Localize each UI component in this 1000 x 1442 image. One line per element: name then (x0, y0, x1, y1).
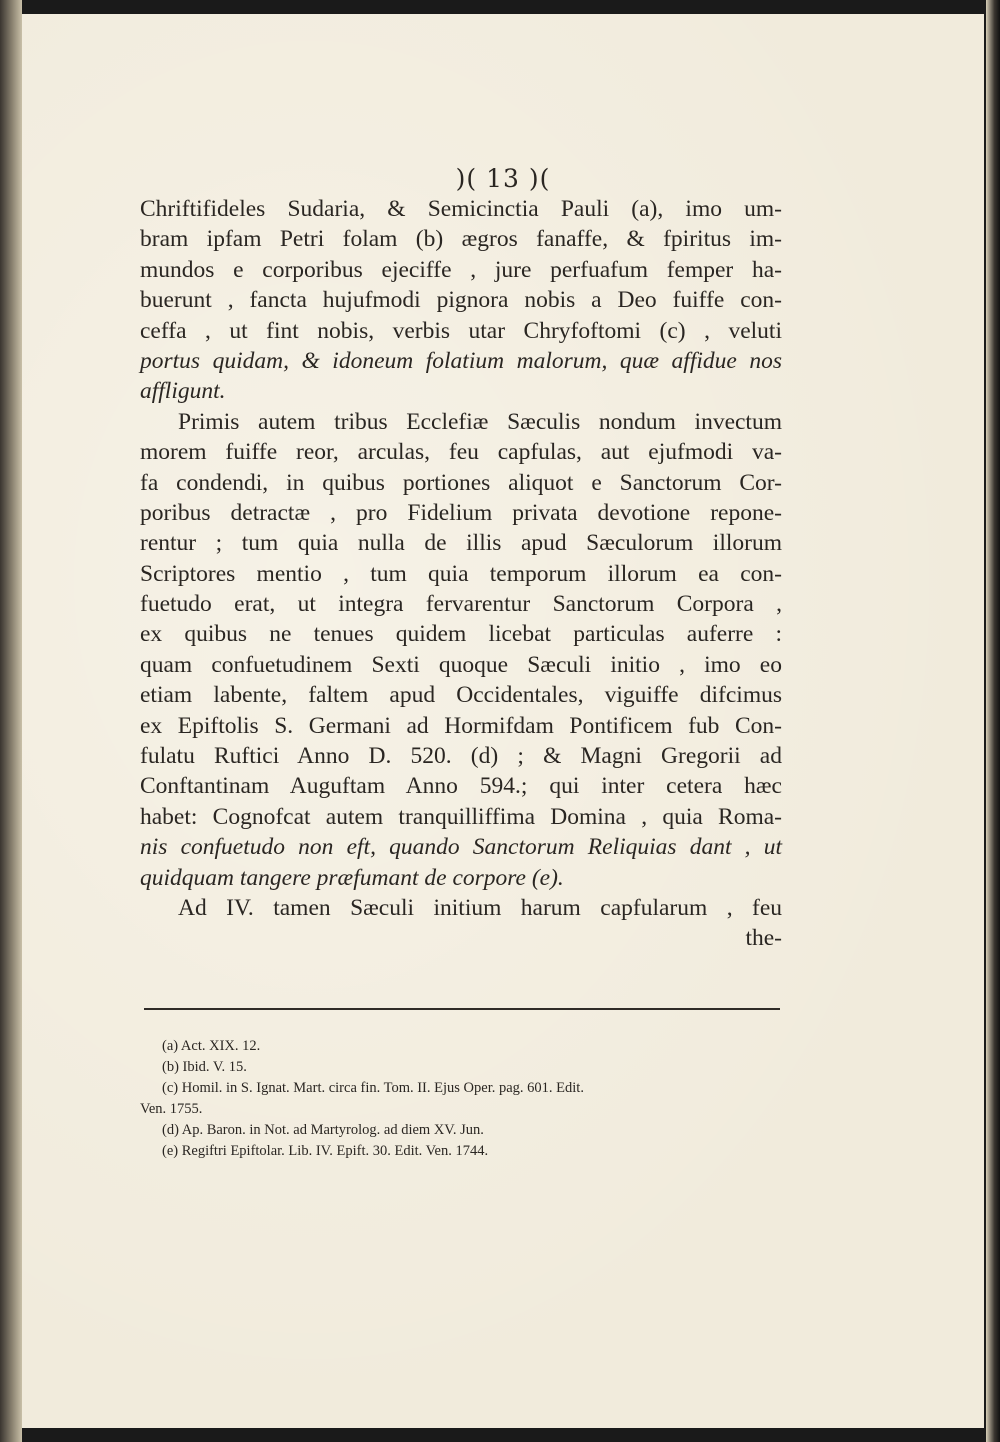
text-line: bram ipfam Petri folam (b) ægros fanaffe, & fpiritus im- (140, 226, 782, 253)
text-line: morem fuiffe reor, arculas, feu capfulas, aut ejufmodi va- (140, 439, 782, 466)
text-line: Conftantinam Auguftam Anno 594.; qui inter cetera hæc (140, 773, 782, 800)
text-line: fulatu Ruftici Anno D. 520. (d) ; & Magni Gregorii ad (140, 743, 782, 770)
text-line: rentur ; tum quia nulla de illis apud Sæculorum illorum (140, 530, 782, 557)
body-text (140, 194, 782, 954)
footnote: (d) Ap. Baron. in Not. ad Martyrolog. ad diem XV. Jun. (162, 1122, 484, 1138)
text-line: portus quidam, & idoneum folatium malorum, quæ affidue nos (140, 347, 782, 374)
text-line: mundos e corporibus ejeciffe , jure perfuafum femper ha- (140, 256, 782, 283)
footnote-divider (144, 1008, 780, 1010)
text-line: ceffa , ut fint nobis, verbis utar Chryfoftomi (c) , veluti (140, 317, 782, 344)
footnote: (a) Act. XIX. 12. (162, 1038, 261, 1054)
text-line: Primis autem tribus Ecclefiæ Sæculis nondum invectum (178, 408, 782, 435)
text-line: ex quibus ne tenues quidem licebat particulas auferre : (140, 621, 782, 648)
page-header: )( 13 )( (455, 164, 551, 193)
text-line: ex Epiftolis S. Germani ad Hormifdam Pontificem fub Con- (140, 712, 782, 739)
text-line: affligunt. (140, 378, 226, 405)
right-page-edge (986, 0, 1000, 1442)
text-line: Chriftifideles Sudaria, & Semicinctia Pauli (a), imo um- (140, 196, 782, 222)
footnote: (e) Regiftri Epiftolar. Lib. IV. Epift. 30. Edit. Ven. 1744. (162, 1143, 489, 1159)
left-page-edge (0, 0, 22, 1442)
text-line: Scriptores mentio , tum quia temporum illorum ea con- (140, 560, 782, 587)
text-line: nis confuetudo non eft, quando Sanctorum Reliquias dant , ut (140, 834, 782, 861)
footnotes (140, 1036, 782, 1162)
text-line: etiam labente, faltem apud Occidentales, viguiffe difcimus (140, 682, 782, 709)
text-line: Ad IV. tamen Sæculi initium harum capfularum , feu (178, 894, 782, 921)
text-line: quidquam tangere præfumant de corpore (e). (140, 864, 564, 891)
footnote: (b) Ibid. V. 15. (162, 1059, 247, 1075)
text-line: habet: Cognofcat autem tranquilliffima Domina , quia Roma- (140, 803, 782, 830)
text-line: fa condendi, in quibus portiones aliquot e Sanctorum Cor- (140, 469, 782, 496)
book-page (22, 14, 984, 1428)
text-line: fuetudo erat, ut integra fervarentur Sanctorum Corpora , (140, 591, 782, 618)
footnote: (c) Homil. in S. Ignat. Mart. circa fin. Tom. II. Ejus Oper. pag. 601. Edit. (162, 1080, 584, 1096)
text-line: quam confuetudinem Sexti quoque Sæculi initio , imo eo (140, 651, 782, 678)
catchword: the- (745, 925, 782, 952)
text-line: buerunt , fancta hujufmodi pignora nobis a Deo fuiffe con- (140, 287, 782, 314)
footnote-continuation: Ven. 1755. (140, 1101, 203, 1117)
text-line: poribus detractæ , pro Fidelium privata devotione repone- (140, 499, 782, 526)
